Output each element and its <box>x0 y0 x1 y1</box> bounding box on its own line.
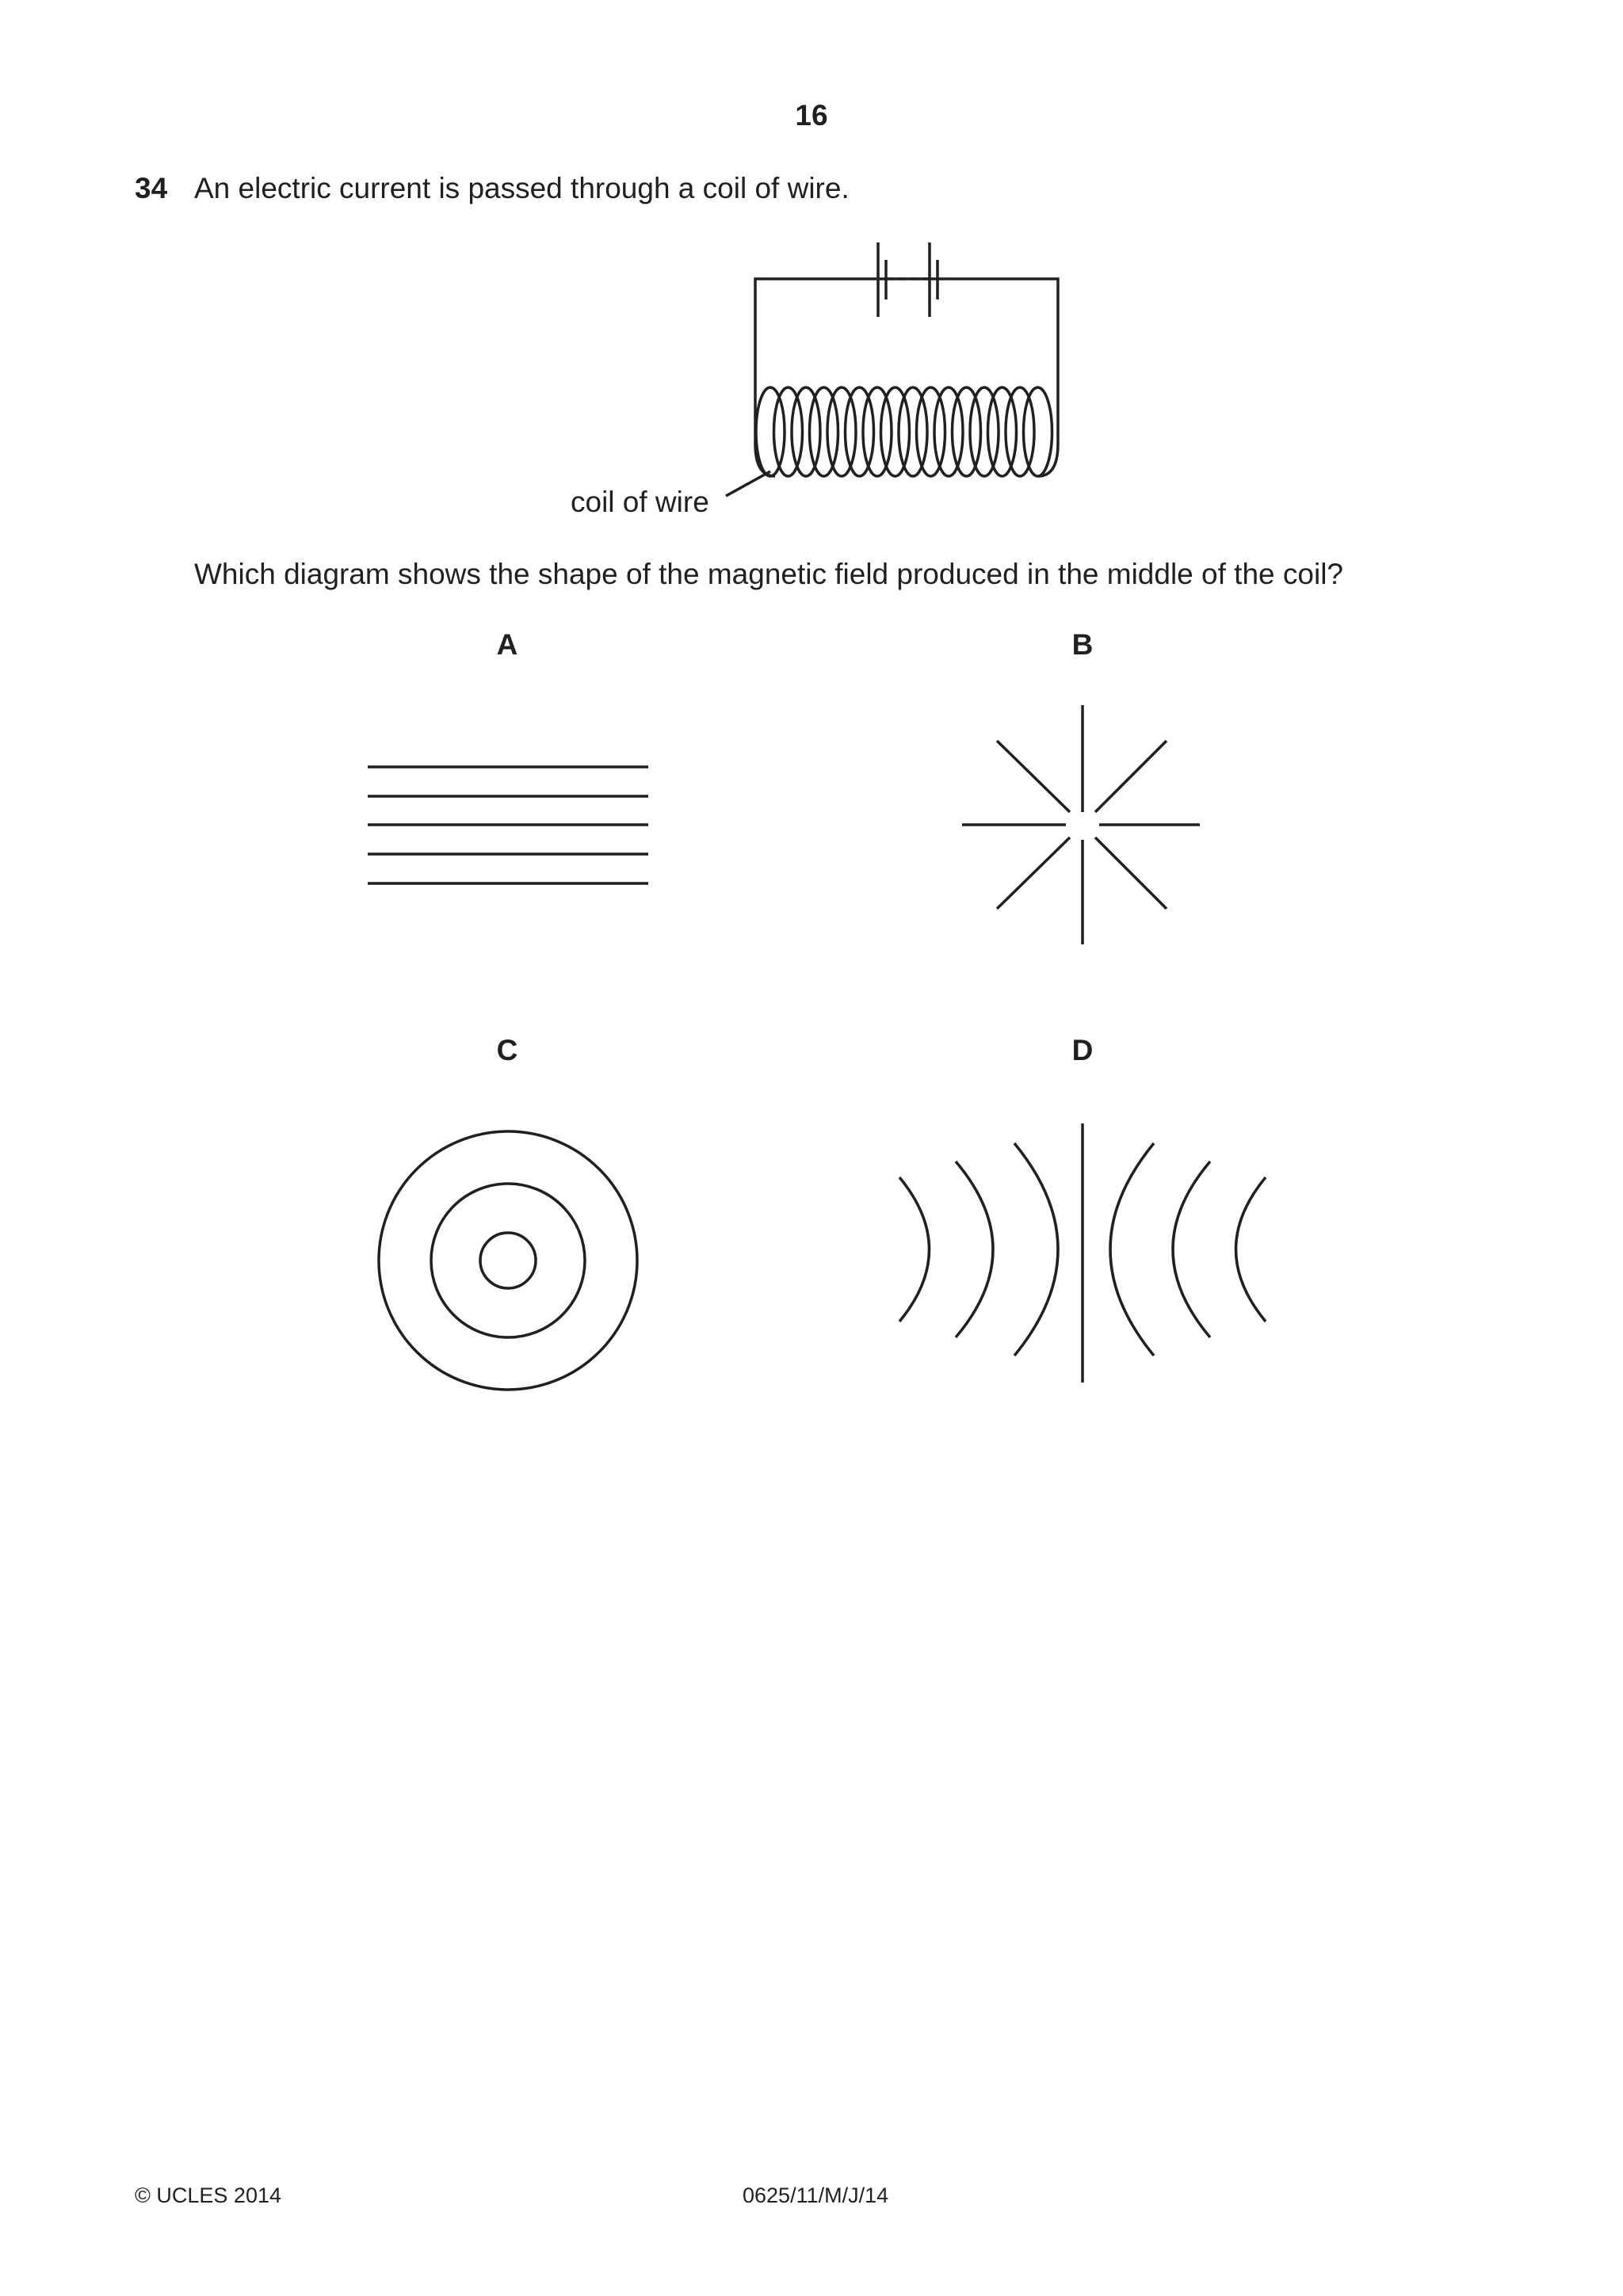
question-number: 34 <box>135 172 168 204</box>
coil-loop <box>988 387 1017 476</box>
question-text: An electric current is passed through a coil of wire. <box>194 172 850 204</box>
option-d-label: D <box>1071 1034 1094 1066</box>
coil-label-leader <box>726 471 770 496</box>
coil-loop <box>810 387 838 476</box>
option-c-label: C <box>496 1034 518 1066</box>
coil-loop <box>934 387 963 476</box>
coil-loop <box>756 387 785 476</box>
question-prompt: Which diagram shows the shape of the magnetic field produced in the middle of the coil? <box>194 558 1343 590</box>
field-arc <box>956 1161 993 1337</box>
option-d-diagram <box>899 1123 1266 1383</box>
circuit-diagram <box>726 242 1058 496</box>
coil-of-wire-label: coil of wire <box>571 486 709 518</box>
coil-loop <box>1006 387 1034 476</box>
footer-paper-code: 0625/11/M/J/14 <box>743 2183 889 2207</box>
coil-loop <box>1024 387 1052 476</box>
coil-loop <box>846 387 874 476</box>
field-line <box>1095 837 1167 909</box>
option-a-label: A <box>496 628 518 661</box>
option-c-diagram <box>379 1131 637 1390</box>
field-circle <box>480 1233 536 1288</box>
coil-loop <box>827 387 856 476</box>
coil-loop <box>917 387 945 476</box>
field-line <box>997 741 1070 812</box>
field-circle <box>431 1184 585 1337</box>
option-b-label: B <box>1071 628 1094 661</box>
field-arc <box>1236 1177 1266 1322</box>
coil-loop <box>953 387 981 476</box>
footer-copyright: © UCLES 2014 <box>135 2183 281 2207</box>
coil-loop <box>970 387 999 476</box>
field-arc <box>1110 1143 1154 1356</box>
coil-loop <box>774 387 803 476</box>
option-a-diagram <box>368 767 648 883</box>
coil-loop <box>899 387 927 476</box>
field-line <box>1095 741 1167 812</box>
page-number: 16 <box>795 99 828 132</box>
option-b-diagram <box>962 705 1200 944</box>
coil-loop <box>881 387 910 476</box>
coil-loop <box>863 387 892 476</box>
field-arc <box>1014 1143 1058 1356</box>
field-circle <box>379 1131 637 1390</box>
coil-loop <box>792 387 820 476</box>
field-arc <box>899 1177 930 1322</box>
field-arc <box>1173 1161 1210 1337</box>
coil-of-wire <box>755 387 1058 476</box>
field-line <box>997 837 1070 909</box>
